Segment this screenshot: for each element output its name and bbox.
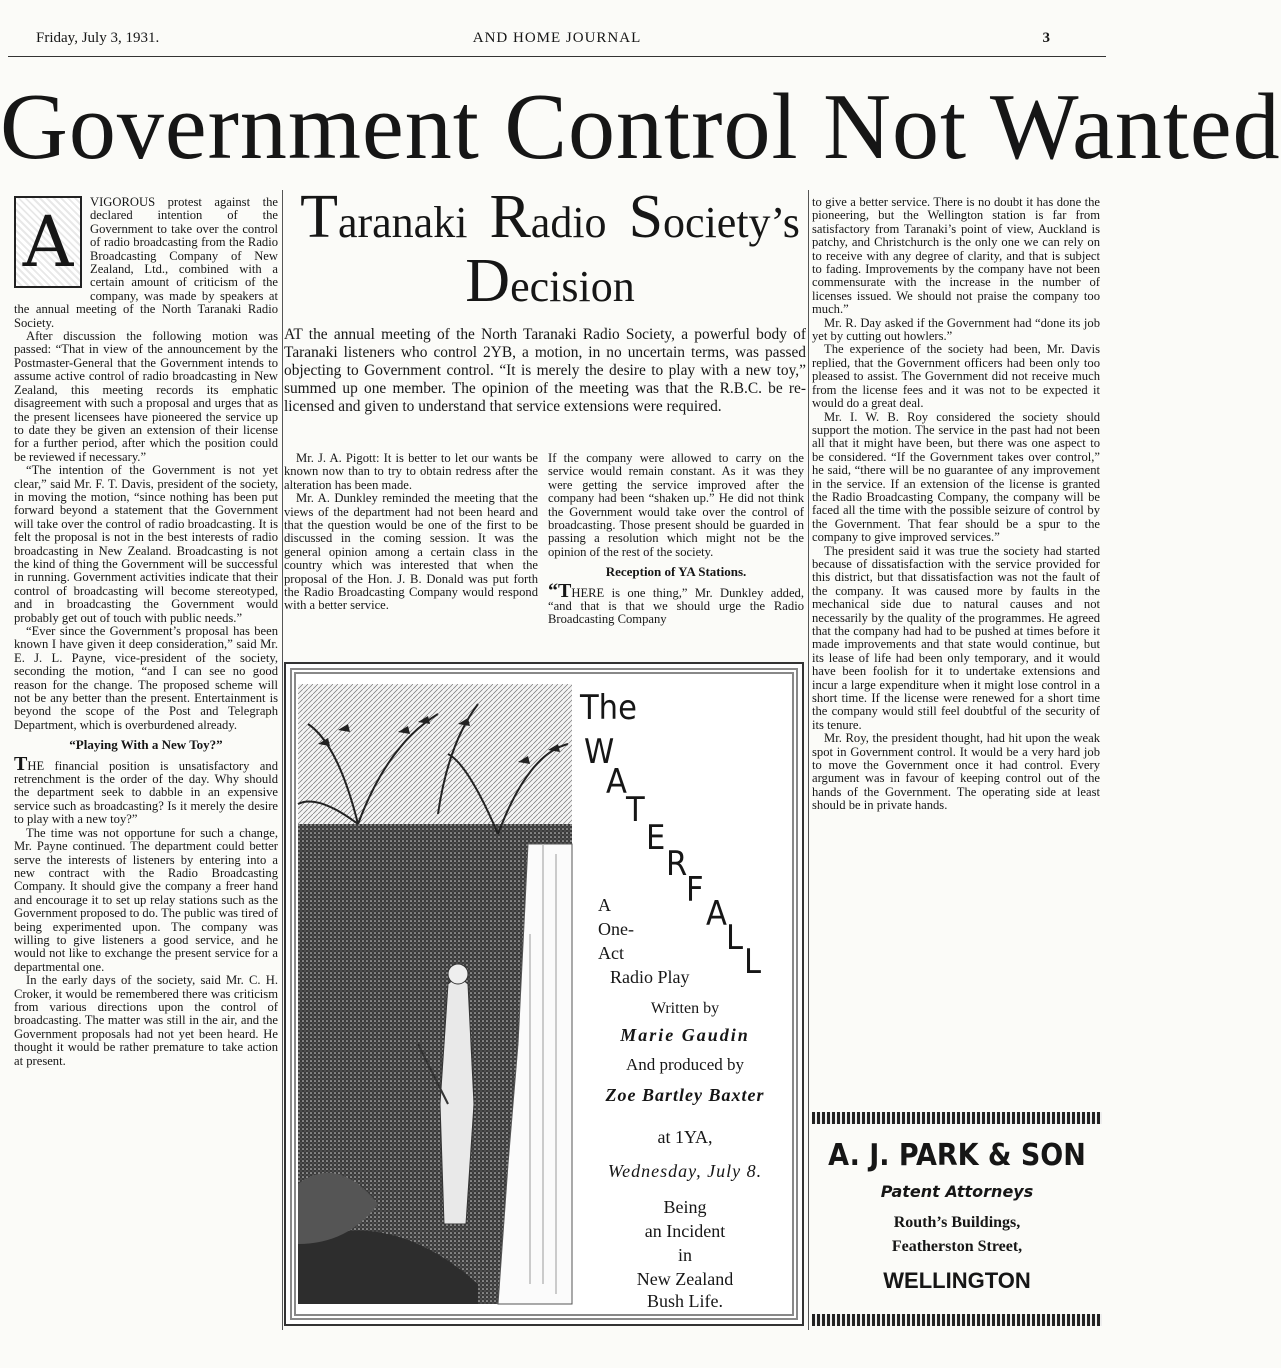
subhead-word: ociety’s	[663, 198, 800, 247]
park-city: WELLINGTON	[883, 1268, 1031, 1293]
col3-paragraph	[548, 579, 804, 627]
col4-paragraph: Mr. I. W. B. Roy considered the society should support the motion. The service in the past had not been all that it might have been, but there was one aspect to be considered. “If the Government takes over control,” he said, “there will be no guarantee of any improvement in the service. If an extension of the license is granted the Radio Broadcasting Company, the company will be faced all the time with the possible seizure of control by the Government. That fear should be a spur to the company to give improved services.”	[812, 409, 1100, 545]
col3-initial: “T	[548, 579, 572, 602]
subhead-word: aranaki	[337, 198, 468, 247]
ad-title-letter: R	[666, 844, 688, 884]
col1-paragraph-rest: HE financial position is unsatisfactory and retrenchment is the order of the day. Why should the department seek to dabble in an expensive service such as broadcasting? Is it merely the desire to play with a new toy?”	[14, 758, 278, 827]
header-rule	[8, 56, 1106, 57]
col3-paragraph: If the company were allowed to carry on the service would remain constant. As it was they were getting the service improved after the company had been “shaken up.” He did not think the Government would take over the control of broadcasting. Those present should be guarded in passing a resolution which might not be the opinion of the rest of the society.	[548, 451, 804, 559]
ad-title-letter: F	[686, 870, 704, 910]
ad-author: Marie Gaudin	[620, 1025, 750, 1045]
col4-paragraph: Mr. Roy, the president thought, had hit upon the weak spot in Government control. It would be a very hard job to move the Government once it had control. Every argument was in favour of keeping control out of the hands of the Government. The operating side at least should be in private hands.	[812, 731, 1100, 813]
park-address-2: Featherston Street,	[891, 1238, 1023, 1255]
page-number: 3	[1042, 30, 1050, 46]
park-advertisement	[812, 1112, 1102, 1330]
ad-title-letter: L	[726, 918, 744, 958]
waterfall-illustration	[298, 684, 572, 1304]
ad-written-by: Written by	[650, 1000, 720, 1017]
col1-paragraph: VIGOROUS protest against the declared intention of the Government to take over the control of radio broadcasting from the Radio Broadcasting Company of New Zealand, Ltd., combined with a certain amount of criticism of the company, was made by speakers at the annual meeting of the North Taranaki Radio Society.	[14, 195, 278, 330]
col1-subheading: “Playing With a New Toy?”	[69, 737, 223, 753]
waterfall-image	[298, 684, 572, 1304]
ad-band-bottom	[812, 1314, 1102, 1326]
ad-title-letter: W	[584, 732, 615, 772]
column-divider	[808, 190, 809, 1330]
ad-title-letter: A	[706, 894, 727, 934]
subhead-line-1	[290, 183, 810, 252]
column-3	[548, 452, 804, 627]
col1-paragraph: The time was not opportune for such a change, Mr. Payne continued. The department could better serve the interests of listeners by entering into a new contract with the Radio Broadcasting Company. It should give the company a freer hand and encourage it to set up relay stations such as the Government proposed to do. The public was tired of being experimented upon. The company was willing to give listeners a good service, and he would not like to exchange the present service for a departmental one.	[14, 825, 278, 974]
ad-one: One-	[598, 919, 634, 939]
col4-paragraph: The president said it was true the society had started because of dissatisfaction with the service provided for this district, but that dissatisfaction was not the fault of the company. It was caused more by faults in the mechanical side due to natural causes and not necessarily by the quality of the programmes. He agreed that the company had had to be pushed at times before it made improvements and that state would continue, but its lease of life had been only temporary, and it would have been foolish for it to undertake extensions and incur a large expenditure when it might lose control in a short time. If the license were renewed for a short time the company would still feel doubtful of the security of its tenure.	[812, 543, 1100, 732]
ornamental-dropcap: A	[14, 196, 82, 288]
ad-station: at 1YA,	[657, 1127, 713, 1147]
col4-paragraph: Mr. R. Day asked if the Government had “done its job yet by cutting out howlers.”	[812, 315, 1100, 344]
ad-bush-life: Bush Life.	[647, 1291, 723, 1311]
subheadline	[290, 183, 810, 316]
col1-initial: T	[14, 752, 28, 775]
issue-date: Friday, July 3, 1931.	[36, 30, 160, 46]
headline: Government Control Not Wanted	[0, 75, 1281, 179]
ad-text-panel	[574, 684, 796, 1311]
subhead-word: ecision	[510, 262, 635, 311]
subhead-cap: R	[489, 183, 531, 251]
col3-paragraph-rest: HERE is one thing,” Mr. Dunkley added, “and that is that we should urge the Radio Broadcasting Company	[548, 585, 804, 627]
col1-paragraph: In the early days of the society, said Mr. C. H. Croker, it would be remembered there was criticism from various directions upon the control of broadcasting. The matter was still in the air, and the Government proposals had not yet been heard. He thought it would be rather premature to take action at present.	[14, 973, 278, 1068]
column-2	[284, 452, 538, 613]
col3-subheading: Reception of YA Stations.	[605, 564, 747, 580]
col1-paragraph: “The intention of the Government is not yet clear,” said Mr. F. T. Davis, president of the society, in moving the motion, “since nothing has been put forward beyond a statement that the Government will take over the control of radio broadcasting. It is felt the proposal is not in the best interests of radio broadcasting in New Zealand. Broadcasting is not the kind of thing the Government will be successful in running. Government activities indicate that their control of broadcasting will become stereotyped, and in broadcasting the Government would probably get out of touch with public needs.”	[14, 463, 278, 625]
ad-produced-by: And produced by	[625, 1055, 745, 1074]
ad-band-top	[812, 1112, 1102, 1124]
column-divider	[282, 190, 283, 1330]
col4-paragraph: The experience of the society had been, Mr. Davis replied, that the Government officers had been only too pleased to assist. The Government did not receive much from the license fees and it was not to be expected it would do a great deal.	[812, 342, 1100, 411]
park-name: A. J. PARK & SON	[828, 1138, 1086, 1173]
ad-producer: Zoe Bartley Baxter	[605, 1085, 765, 1105]
column-4	[812, 196, 1100, 813]
subhead-cap: T	[300, 183, 338, 251]
ad-act: Act	[598, 943, 624, 963]
subhead-line-2	[290, 247, 810, 316]
subhead-cap: S	[628, 183, 664, 251]
ad-in: in	[677, 1245, 692, 1265]
park-address-1: Routh’s Buildings,	[893, 1214, 1021, 1231]
column-1	[14, 196, 278, 1068]
ad-being: Being	[663, 1197, 707, 1217]
ad-date: Wednesday, July 8.	[607, 1161, 763, 1181]
col1-paragraph: “Ever since the Government’s proposal has been known I have given it deep consideration,” said Mr. E. J. L. Payne, vice-president of the society, seconding the motion, “and I can see no good reason for the change. The proposed scheme will not be any better than the present. Entertainment is beyond the scope of the Post and Telegraph Department, which is overburdened already.	[14, 624, 278, 732]
subhead-word: adio	[530, 198, 607, 247]
journal-name: AND HOME JOURNAL	[472, 30, 642, 46]
waterfall-advertisement	[284, 662, 804, 1326]
col1-paragraph: After discussion the following motion was passed: “That in view of the announcement by the Postmaster-General that the Government intends to assume active control of radio broadcasting in New Zealand, this meeting records its emphatic disagreement with such a proposal and urges that as the present licensees have pioneered the service up to date they be given an extension of their license for a further period, after which the position could be reviewed if necessary.”	[14, 329, 278, 464]
col1-paragraph	[14, 752, 278, 827]
ad-radio-play: Radio Play	[610, 967, 690, 987]
ad-a: A	[598, 895, 611, 915]
intro-paragraph: AT the annual meeting of the North Taranaki Radio Society, a powerful body of Taranaki listeners who control 2YB, a motion, in no uncertain terms, was passed objecting to Government control. “It is merely the desire to play with a new toy,” summed up one member. The opinion of the meeting was that the R.B.C. be re-licensed and given to understand that service extensions were required.	[284, 326, 806, 415]
ad-title-letter: L	[744, 942, 762, 982]
col4-paragraph: to give a better service. There is no doubt it has done the pioneering, but the Wellington station is far from satisfactory from Taranaki’s point of view, Auckland is patchy, and Christchurch is the only one we can rely on to receive with any degree of clarity, and that is subject to fading. Improvements by the company have not been commensurate with the increase in the number of licenses issued. We should not praise the company too much.”	[812, 195, 1100, 317]
ad-title-letter: A	[606, 762, 627, 802]
ad-the: The	[580, 688, 637, 728]
col2-paragraph: Mr. A. Dunkley reminded the meeting that the views of the department had not been heard and that the question would be one of the first to be discussed in the coming session. It was the general opinion among a certain class in the country which was interested that when the proposal of the Hon. J. B. Donald was put forth the Radio Broadcasting Company would respond with a better service.	[284, 491, 538, 613]
park-role: Patent Attorneys	[880, 1182, 1034, 1201]
ad-title-letter: E	[646, 818, 666, 858]
ad-incident: an Incident	[644, 1221, 726, 1241]
col2-paragraph: Mr. J. A. Pigott: It is better to let our wants be known now than to try to obtain redress after the alteration has been made.	[284, 451, 538, 492]
ad-title-letter: T	[626, 790, 645, 830]
ad-new-zealand: New Zealand	[636, 1269, 734, 1289]
subhead-cap: D	[465, 247, 511, 315]
